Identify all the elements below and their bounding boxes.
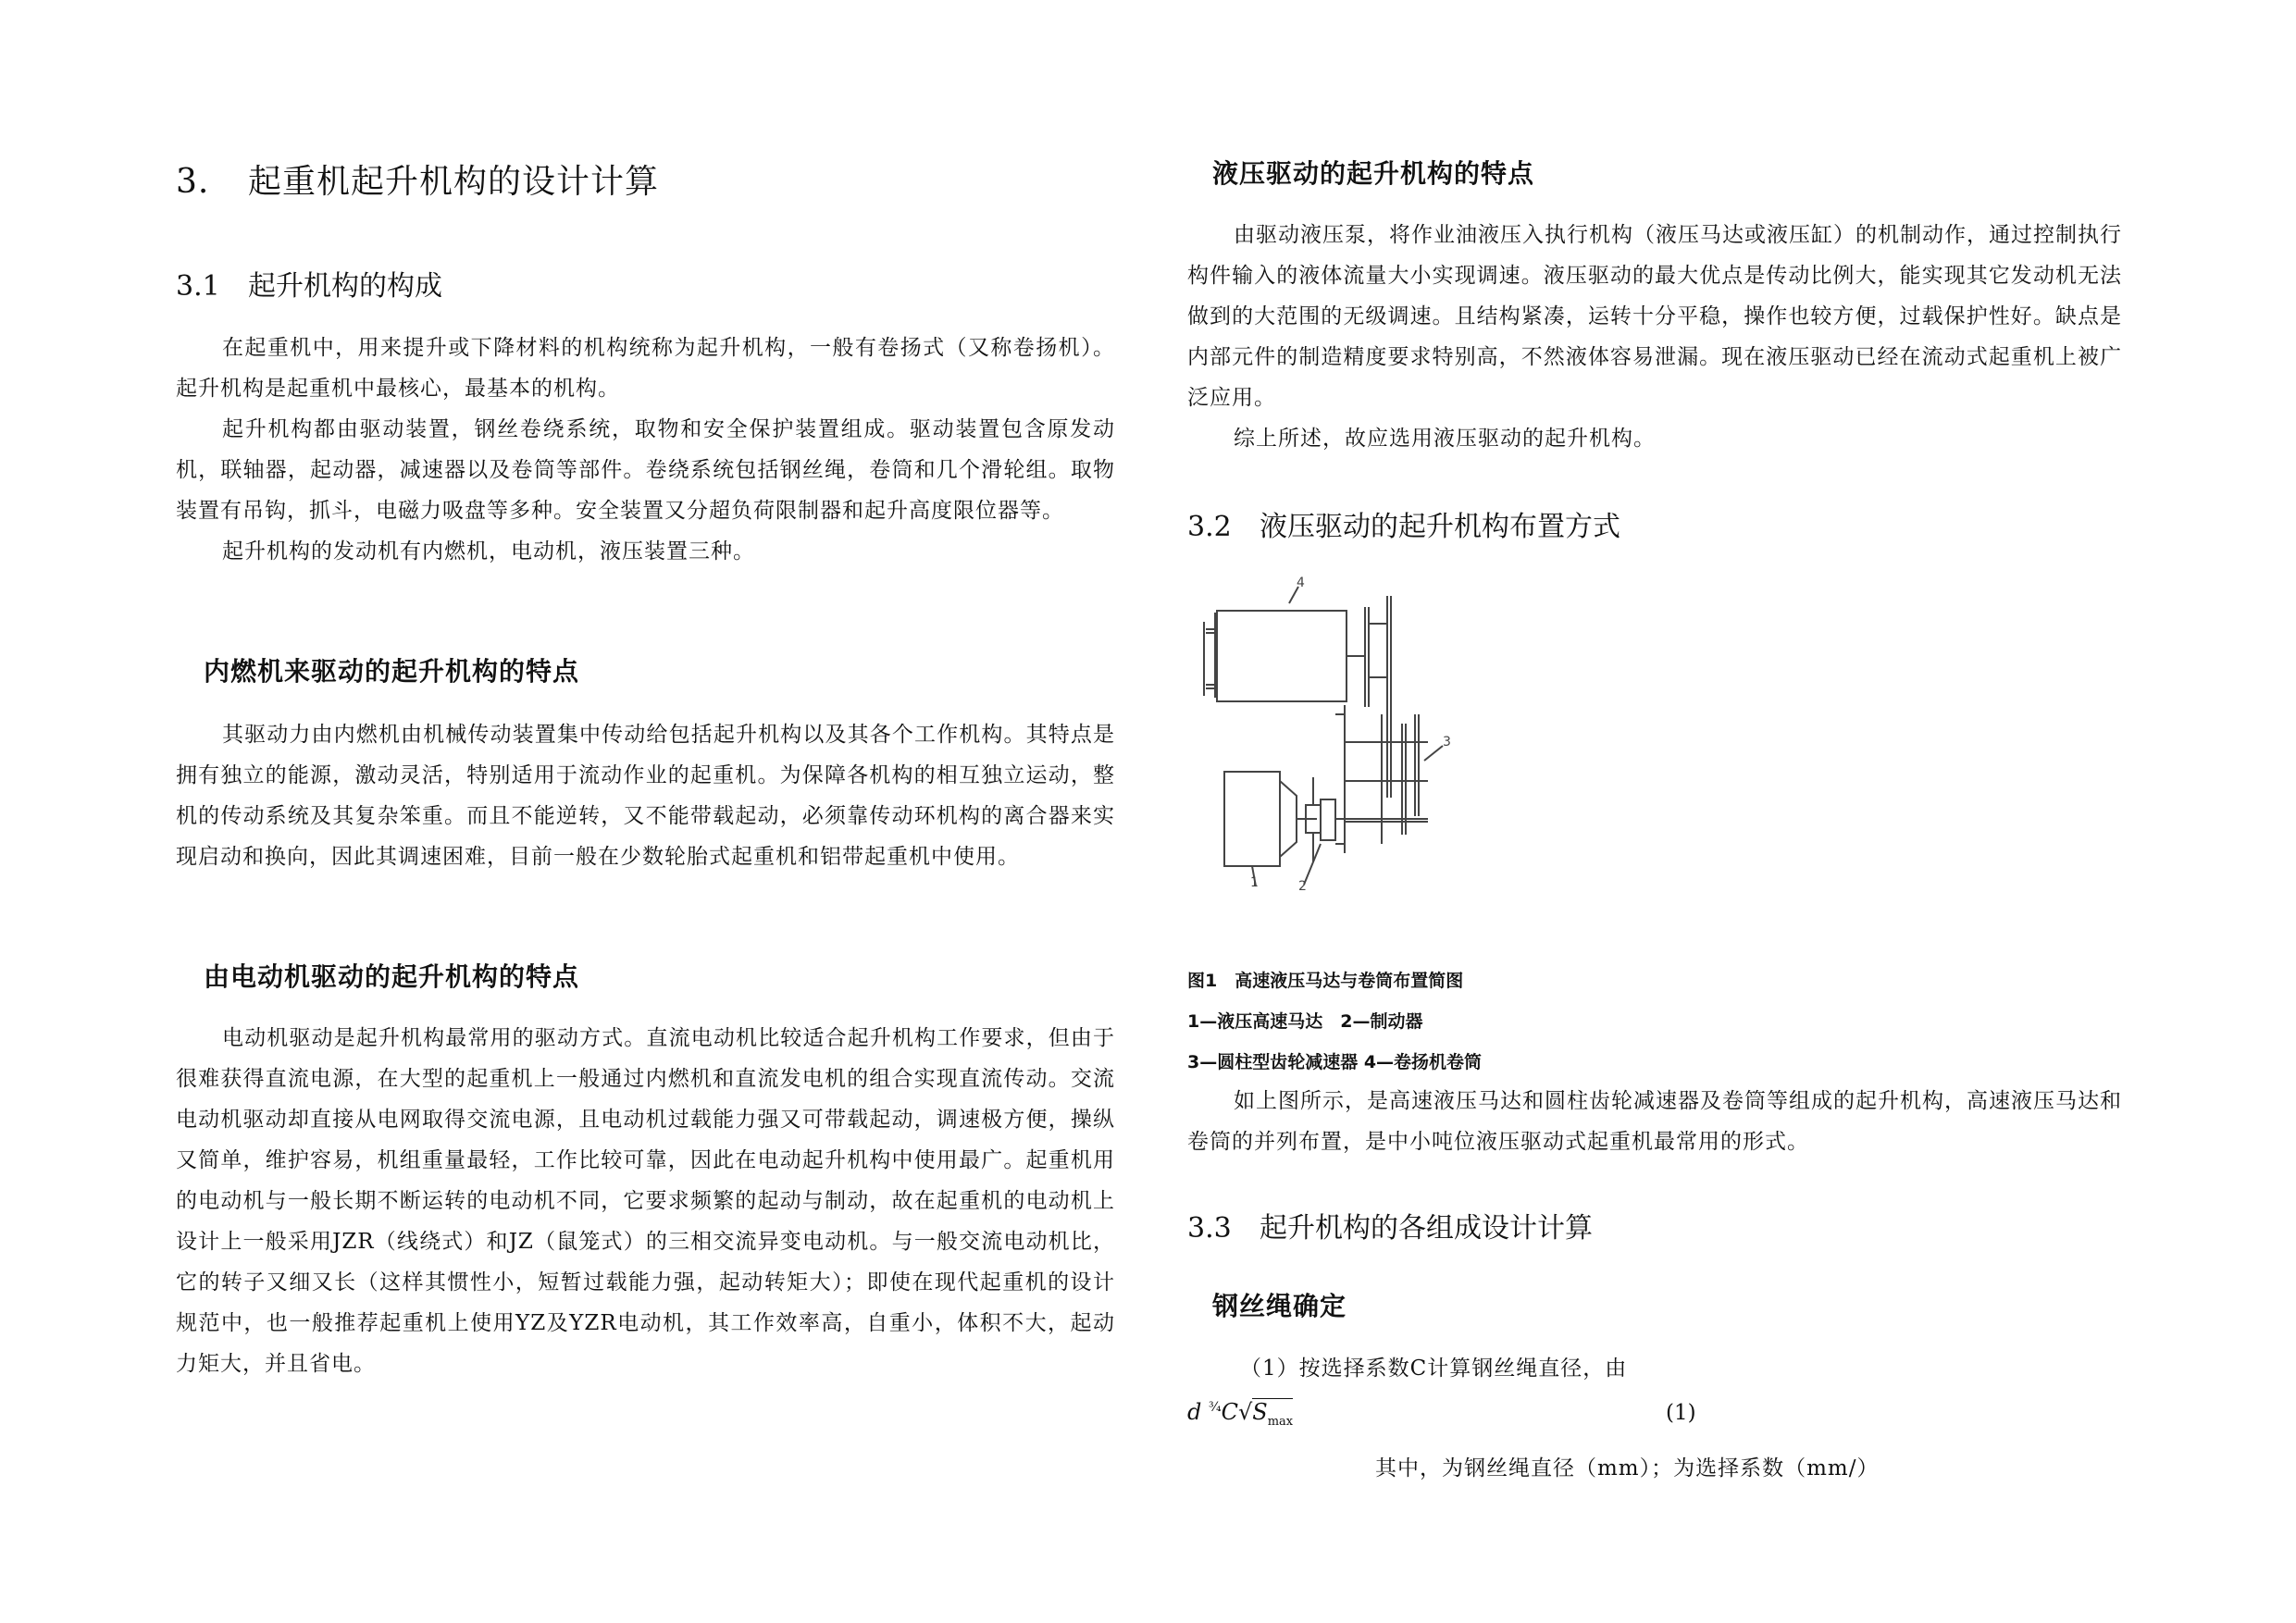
heading-text: 液压驱动的起升机构布置方式 bbox=[1260, 511, 1620, 543]
left-body-block-1 bbox=[176, 328, 1115, 572]
right-body-block-1 bbox=[1187, 215, 2122, 459]
eq-radicand bbox=[1252, 1398, 1294, 1429]
equation-1 bbox=[1187, 1399, 1293, 1429]
eq-sub: max bbox=[1267, 1414, 1294, 1429]
paragraph-drive-types: 起升机构的发动机有内燃机，电动机，液压装置三种。 bbox=[222, 539, 755, 564]
left-body-block-3 bbox=[176, 1018, 1115, 1384]
sqrt-icon: √ bbox=[1237, 1399, 1253, 1425]
right-body-block-2 bbox=[1187, 1081, 2122, 1162]
figure-caption-legend-2: 3—圆柱型齿轮减速器 4—卷扬机卷筒 bbox=[1187, 1052, 1483, 1072]
figure-caption-legend-1: 1—液压高速马达 2—制动器 bbox=[1187, 1011, 1423, 1032]
paragraph-components: 起升机构都由驱动装置，钢丝卷绕系统，取物和安全保护装置组成。驱动装置包含原发动机，联轴器，起动器，减速器以及卷筒等部件。卷绕系统包括钢丝绳，卷筒和几个滑轮组。取物装置有吊钩，抓斗，电磁力吸盘等多种。安全装置又分超负荷限制器和起升高度限位器等。 bbox=[176, 417, 1115, 523]
equation-number: (1) bbox=[1666, 1401, 1696, 1425]
paragraph-summary: 综上所述，故应选用液压驱动的起升机构。 bbox=[1234, 427, 1656, 451]
left-body-block-2 bbox=[176, 714, 1115, 877]
hoist-layout-figure bbox=[1197, 576, 1460, 942]
heading-text: 起升机构的各组成设计计算 bbox=[1260, 1212, 1593, 1245]
subheading-hydraulic: 液压驱动的起升机构的特点 bbox=[1212, 158, 1535, 189]
section-3-1-heading bbox=[176, 263, 442, 304]
label-4: 4 bbox=[1297, 576, 1305, 590]
eq-symbol: ³⁄₄ bbox=[1209, 1400, 1222, 1415]
heading-text: 起升机构的构成 bbox=[248, 270, 442, 303]
eq-s: S bbox=[1252, 1399, 1268, 1425]
paragraph-rope-calc: （1）按选择系数C计算钢丝绳直径，由 bbox=[1240, 1357, 1628, 1381]
section-3-3-heading bbox=[1187, 1205, 1593, 1245]
paragraph-hydraulic: 由驱动液压泵，将作业油液压入执行机构（液压马达或液压缸）的机制动作，通过控制执行构件输入的液体流量大小实现调速。液压驱动的最大优点是传动比例大，能实现其它发动机无法做到的大范围的无级调速。且结构紧凑，运转十分平稳，操作也较方便，过载保护性好。缺点是内部元件的制造精度要求特别高，不然液体容易泄漏。现在液压驱动已经在流动式起重机上被广泛应用。 bbox=[1187, 223, 2122, 410]
subheading-wire-rope: 钢丝绳确定 bbox=[1212, 1291, 1347, 1321]
heading-number: 3.1 bbox=[176, 270, 220, 303]
paragraph-motor: 电动机驱动是起升机构最常用的驱动方式。直流电动机比较适合起升机构工作要求，但由于很难获得直流电源，在大型的起重机上一般通过内燃机和直流发电机的组合实现直流传动。交流电动机驱动却直接从电网取得交流电源，且电动机过载能力强又可带载起动，调速极方便，操纵又简单，维护容易，机组重量最轻，工作比较可靠，因此在电动起升机构中使用最广。起重机用的电动机与一般长期不断运转的电动机不同，它要求频繁的起动与制动，故在起重机的电动机上设计上一般采用JZR（线绕式）和JZ（鼠笼式）的三相交流异变电动机。与一般交流电动机比，它的转子又细又长（这样其惯性小，短暂过载能力强，起动转矩大）；即使在现代起重机的设计规范中，也一般推荐起重机上使用YZ及YZR电动机，其工作效率高，自重小，体积不大，起动力矩大，并且省电。 bbox=[176, 1026, 1115, 1376]
eq-d: d bbox=[1187, 1399, 1202, 1425]
label-3: 3 bbox=[1443, 735, 1451, 750]
figure-caption-title: 图1 高速液压马达与卷筒布置简图 bbox=[1187, 971, 1464, 991]
section-3-heading bbox=[176, 155, 659, 203]
subheading-ice: 内燃机来驱动的起升机构的特点 bbox=[204, 656, 580, 687]
paragraph-where: 其中，为钢丝绳直径（mm）；为选择系数（mm/） bbox=[1375, 1456, 1880, 1481]
heading-number: 3.2 bbox=[1187, 511, 1232, 543]
paragraph-figure-desc: 如上图所示，是高速液压马达和圆柱齿轮减速器及卷筒等组成的起升机构，高速液压马达和卷筒的并列布置，是中小吨位液压驱动式起重机最常用的形式。 bbox=[1187, 1089, 2122, 1154]
paragraph-ice: 其驱动力由内燃机由机械传动装置集中传动给包括起升机构以及其各个工作机构。其特点是拥有独立的能源，激动灵活，特别适用于流动作业的起重机。为保障各机构的相互独立运动，整机的传动系统及其复杂笨重。而且不能逆转，又不能带载起动，必须靠传动环机构的离合器来实现启动和换向，因此其调速困难，目前一般在少数轮胎式起重机和铝带起重机中使用。 bbox=[176, 723, 1115, 869]
heading-number: 3.3 bbox=[1187, 1212, 1232, 1245]
label-2: 2 bbox=[1298, 879, 1307, 894]
eq-c: C bbox=[1221, 1399, 1238, 1425]
heading-number: 3. bbox=[176, 163, 210, 201]
hoist-layout-diagram bbox=[1197, 576, 1460, 942]
subheading-motor: 由电动机驱动的起升机构的特点 bbox=[204, 961, 580, 992]
paragraph-intro: 在起重机中，用来提升或下降材料的机构统称为起升机构，一般有卷扬式（又称卷扬机）。起升机构是起重机中最核心，最基本的机构。 bbox=[176, 336, 1115, 401]
label-1: 1 bbox=[1250, 875, 1259, 890]
heading-text: 起重机起升机构的设计计算 bbox=[248, 163, 660, 201]
section-3-2-heading bbox=[1187, 503, 1620, 544]
